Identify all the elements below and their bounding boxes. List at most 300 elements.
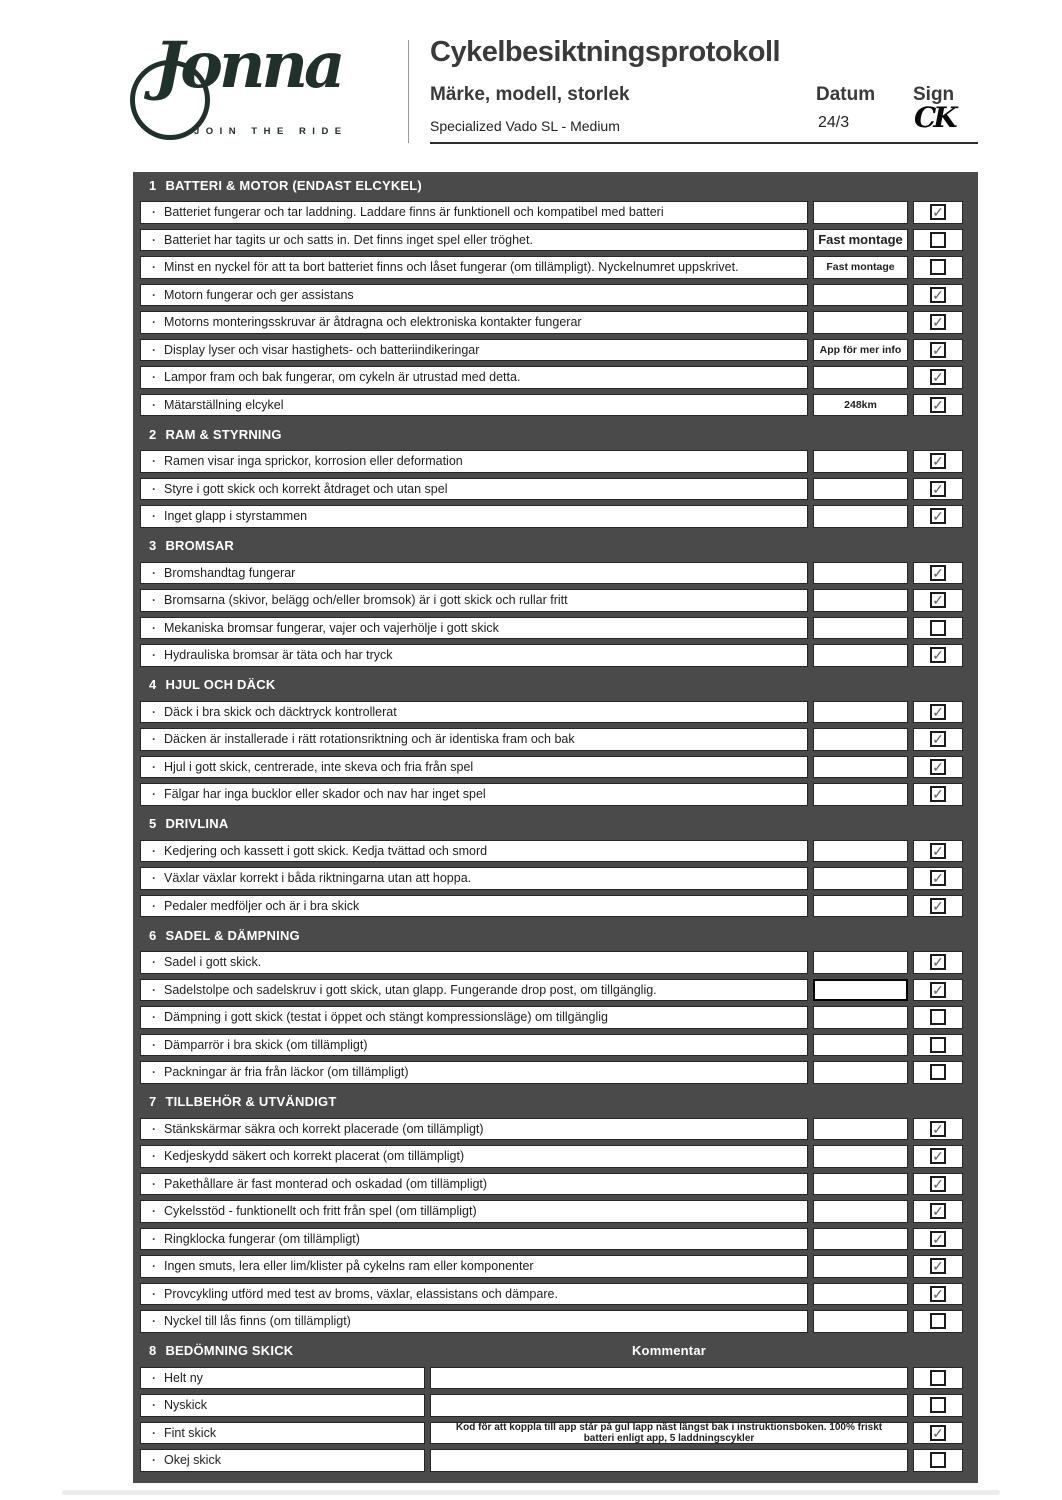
- note-cell: [813, 229, 908, 252]
- note-cell: [813, 505, 908, 528]
- checkbox-cell: [913, 394, 963, 417]
- checklist-item-text: Sadelstolpe och sadelskruv i gott skick, utan glapp. Fungerande drop post, om tillgänglig.: [164, 982, 657, 997]
- checklist-row: [140, 895, 963, 918]
- jonna-logo: [128, 28, 400, 146]
- section-number: 7: [149, 1094, 157, 1109]
- section-header: [140, 672, 963, 698]
- comment-cell: [430, 1394, 908, 1417]
- checkbox-cell: [913, 783, 963, 806]
- checklist-row: [140, 1449, 963, 1472]
- checklist-row: [140, 1061, 963, 1084]
- checklist-item-text: Lampor fram och bak fungerar, om cykeln är utrustad med detta.: [164, 370, 521, 385]
- checklist-row: [140, 1255, 963, 1278]
- checked-checkbox-icon: ✓: [930, 565, 946, 581]
- checkbox-cell: [913, 867, 963, 890]
- note-cell: [813, 701, 908, 724]
- checkbox-cell: [913, 1061, 963, 1084]
- checklist-item-text: Bromshandtag fungerar: [164, 565, 296, 580]
- note-cell: [813, 478, 908, 501]
- checked-checkbox-icon: ✓: [930, 704, 946, 720]
- checkbox-cell: [913, 1228, 963, 1251]
- bullet-icon: ·: [152, 871, 156, 886]
- checklist-item-text: Växlar växlar korrekt i båda riktningarna utan att hoppa.: [164, 871, 472, 886]
- checklist-item-cell: [140, 951, 808, 974]
- checked-checkbox-icon: ✓: [930, 731, 946, 747]
- checkbox-cell: [913, 1422, 963, 1445]
- checklist-row: [140, 366, 963, 389]
- checkbox-cell: [913, 562, 963, 585]
- checklist-item-text: Däcken är installerade i rätt rotationsriktning och är identiska fram och bak: [164, 732, 575, 747]
- checkbox-cell: [913, 1367, 963, 1390]
- bullet-icon: ·: [152, 509, 156, 524]
- section-number: 1: [149, 177, 157, 193]
- note-cell: [813, 617, 908, 640]
- note-cell: [813, 562, 908, 585]
- checklist-row: [140, 756, 963, 779]
- assessment-label-cell: [140, 1367, 425, 1390]
- bullet-icon: ·: [152, 565, 156, 580]
- note-cell: [813, 394, 908, 417]
- note-cell: [813, 895, 908, 918]
- bullet-icon: ·: [152, 287, 156, 302]
- assessment-label: Helt ny: [164, 1370, 203, 1385]
- checklist-item-cell: [140, 256, 808, 279]
- checked-checkbox-icon: ✓: [930, 397, 946, 413]
- section-title: HJUL OCH DÄCK: [165, 677, 276, 692]
- checklist-row: [140, 589, 963, 612]
- unchecked-checkbox-icon: [930, 1037, 946, 1053]
- note-cell: [813, 1118, 908, 1141]
- checklist-item-cell: [140, 1145, 808, 1168]
- checklist-item-text: Cykelsstöd - funktionellt och fritt från spel (om tillämpligt): [164, 1204, 477, 1219]
- checklist-row: [140, 229, 963, 252]
- checklist-row: [140, 505, 963, 528]
- checklist-row: [140, 1367, 963, 1390]
- checklist-item-text: Packningar är fria från läckor (om tillämpligt): [164, 1065, 409, 1080]
- bullet-icon: ·: [152, 397, 156, 412]
- bullet-icon: ·: [152, 315, 156, 330]
- note-cell: [813, 840, 908, 863]
- section-number: 3: [149, 538, 157, 553]
- checklist-item-cell: [140, 1200, 808, 1223]
- checklist-item-cell: [140, 201, 808, 224]
- checklist-row: [140, 201, 963, 224]
- note-cell: [813, 644, 908, 667]
- checked-checkbox-icon: ✓: [930, 204, 946, 220]
- checklist-row: [140, 339, 963, 362]
- assessment-label: Okej skick: [164, 1453, 221, 1468]
- checklist-row: [140, 979, 963, 1002]
- checklist-item-text: Ramen visar inga sprickor, korrosion eller deformation: [164, 454, 463, 469]
- checkbox-cell: [913, 589, 963, 612]
- checklist-item-cell: [140, 979, 808, 1002]
- checklist-item-cell: [140, 895, 808, 918]
- checkbox-cell: [913, 256, 963, 279]
- checklist-item-cell: [140, 450, 808, 473]
- bike-model-value: Specialized Vado SL - Medium: [430, 118, 620, 134]
- note-cell: [813, 284, 908, 307]
- checkbox-cell: [913, 1255, 963, 1278]
- note-cell: [813, 783, 908, 806]
- checkbox-cell: [913, 1283, 963, 1306]
- unchecked-checkbox-icon: [930, 1009, 946, 1025]
- checklist-item-cell: [140, 339, 808, 362]
- bullet-icon: ·: [152, 1286, 156, 1301]
- checklist-section: [140, 533, 963, 667]
- checkbox-cell: [913, 505, 963, 528]
- checkbox-cell: [913, 951, 963, 974]
- bullet-icon: ·: [152, 1176, 156, 1191]
- checklist-item-cell: [140, 617, 808, 640]
- checked-checkbox-icon: ✓: [930, 508, 946, 524]
- checklist-item-cell: [140, 644, 808, 667]
- checklist-item-text: Stänkskärmar säkra och korrekt placerade (om tillämpligt): [164, 1121, 484, 1136]
- note-text: Fast montage: [818, 232, 903, 248]
- checked-checkbox-icon: ✓: [930, 786, 946, 802]
- checklist-section: [140, 811, 963, 918]
- section-header: [140, 1338, 963, 1364]
- note-cell: [813, 1145, 908, 1168]
- unchecked-checkbox-icon: [930, 1452, 946, 1468]
- checklist-item-cell: [140, 756, 808, 779]
- note-cell: [813, 728, 908, 751]
- checklist-item-cell: [140, 229, 808, 252]
- comment-text: Kod för att koppla till app står på gul lapp näst längst bak i instruktionsboken. 100% friskt batteri enligt app, 5 laddningscykler: [455, 1421, 883, 1444]
- checkbox-cell: [913, 1310, 963, 1333]
- checklist-item-text: Kedjeskydd säkert och korrekt placerat (om tillämpligt): [164, 1149, 465, 1164]
- bullet-icon: ·: [152, 787, 156, 802]
- checklist-row: [140, 728, 963, 751]
- section-number: 2: [149, 426, 157, 442]
- checklist-item-cell: [140, 1034, 808, 1057]
- section-title: BATTERI & MOTOR (ENDAST ELCYKEL): [165, 177, 422, 193]
- bullet-icon: ·: [152, 593, 156, 608]
- checklist-row: [140, 617, 963, 640]
- checklist-item-cell: [140, 728, 808, 751]
- logo-tagline: JOIN THE RIDE: [194, 126, 348, 137]
- bullet-icon: ·: [152, 232, 156, 247]
- section-title: BEDÖMNING SKICK: [165, 1343, 294, 1358]
- section-number: 6: [149, 927, 157, 943]
- section-header: [140, 172, 963, 198]
- checked-checkbox-icon: ✓: [930, 759, 946, 775]
- header-divider-line: [430, 142, 978, 144]
- checklist-row: [140, 256, 963, 279]
- checklist-item-cell: [140, 701, 808, 724]
- checklist-item-cell: [140, 840, 808, 863]
- logo-wordmark: Jonna: [154, 28, 342, 103]
- bullet-icon: ·: [152, 982, 156, 997]
- checklist-item-text: Kedjering och kassett i gott skick. Kedja tvättad och smord: [164, 843, 488, 858]
- checkbox-cell: [913, 201, 963, 224]
- checklist-item-text: Nyckel till lås finns (om tillämpligt): [164, 1314, 351, 1329]
- note-cell: [813, 1034, 908, 1057]
- bullet-icon: ·: [152, 704, 156, 719]
- section-header: [140, 922, 963, 948]
- checked-checkbox-icon: ✓: [930, 314, 946, 330]
- checklist-item-text: Pakethållare är fast monterad och oskadad (om tillämpligt): [164, 1176, 488, 1191]
- bike-model-label: Märke, modell, storlek: [430, 84, 630, 105]
- checklist-item-text: Pedaler medföljer och är i bra skick: [164, 898, 360, 913]
- checklist-item-cell: [140, 311, 808, 334]
- checklist-item-cell: [140, 1228, 808, 1251]
- bullet-icon: ·: [152, 843, 156, 858]
- checkbox-cell: [913, 701, 963, 724]
- checklist-row: [140, 1006, 963, 1029]
- bullet-icon: ·: [152, 620, 156, 635]
- checkbox-cell: [913, 1173, 963, 1196]
- checklist-item-text: Mekaniska bromsar fungerar, vajer och vajerhölje i gott skick: [164, 620, 499, 635]
- checked-checkbox-icon: ✓: [930, 592, 946, 608]
- bullet-icon: ·: [152, 1121, 156, 1136]
- checklist-item-text: Display lyser och visar hastighets- och batteriindikeringar: [164, 342, 480, 357]
- unchecked-checkbox-icon: [930, 1370, 946, 1386]
- checklist-section: [140, 421, 963, 528]
- checked-checkbox-icon: ✓: [930, 954, 946, 970]
- bullet-icon: ·: [152, 1231, 156, 1246]
- unchecked-checkbox-icon: [930, 1064, 946, 1080]
- checklist-item-cell: [140, 589, 808, 612]
- bullet-icon: ·: [152, 1453, 156, 1468]
- checklist-item-text: Fälgar har inga bucklor eller skador och nav har inget spel: [164, 787, 486, 802]
- note-cell: [813, 951, 908, 974]
- checked-checkbox-icon: ✓: [930, 287, 946, 303]
- bullet-icon: ·: [152, 1204, 156, 1219]
- checklist-item-cell: [140, 783, 808, 806]
- checklist-item-text: Motorn fungerar och ger assistans: [164, 287, 354, 302]
- checklist-item-text: Hydrauliska bromsar är täta och har tryck: [164, 648, 393, 663]
- checklist-item-text: Batteriet fungerar och tar laddning. Laddare finns är funktionell och kompatibel med batteri: [164, 205, 664, 220]
- checklist-item-cell: [140, 562, 808, 585]
- unchecked-checkbox-icon: [930, 1313, 946, 1329]
- checklist-item-cell: [140, 1173, 808, 1196]
- checkbox-cell: [913, 284, 963, 307]
- checkbox-cell: [913, 1394, 963, 1417]
- checklist-item-text: Batteriet har tagits ur och satts in. Det finns inget spel eller tröghet.: [164, 232, 533, 247]
- checked-checkbox-icon: ✓: [930, 647, 946, 663]
- checked-checkbox-icon: ✓: [930, 1148, 946, 1164]
- unchecked-checkbox-icon: [930, 620, 946, 636]
- checklist-item-text: Provcykling utförd med test av broms, växlar, elassistans och dämpare.: [164, 1286, 558, 1301]
- assessment-label-cell: [140, 1394, 425, 1417]
- note-cell: [813, 1228, 908, 1251]
- note-cell: [813, 201, 908, 224]
- page-title: Cykelbesiktningsprotokoll: [430, 36, 781, 68]
- bullet-icon: ·: [152, 1425, 156, 1440]
- bullet-icon: ·: [152, 454, 156, 469]
- checklist-row: [140, 311, 963, 334]
- assessment-label: Fint skick: [164, 1425, 217, 1440]
- checkbox-cell: [913, 1118, 963, 1141]
- bullet-icon: ·: [152, 1370, 156, 1385]
- checklist-row: [140, 1034, 963, 1057]
- checklist-item-text: Mätarställning elcykel: [164, 397, 284, 412]
- checklist-row: [140, 394, 963, 417]
- bullet-icon: ·: [152, 955, 156, 970]
- note-cell: [813, 1283, 908, 1306]
- bullet-icon: ·: [152, 481, 156, 496]
- note-cell: [813, 756, 908, 779]
- checklist-item-cell: [140, 394, 808, 417]
- checkbox-cell: [913, 1449, 963, 1472]
- bullet-icon: ·: [152, 732, 156, 747]
- checkbox-cell: [913, 229, 963, 252]
- assessment-label: Nyskick: [164, 1398, 208, 1413]
- bullet-icon: ·: [152, 260, 156, 275]
- unchecked-checkbox-icon: [930, 232, 946, 248]
- bullet-icon: ·: [152, 1398, 156, 1413]
- comment-column-header: Kommentar: [631, 1343, 707, 1358]
- checkbox-cell: [913, 450, 963, 473]
- checklist-table: [133, 172, 978, 1483]
- comment-cell: [430, 1449, 908, 1472]
- signature: CK: [914, 101, 955, 134]
- section-header: [140, 533, 963, 559]
- checklist-item-cell: [140, 284, 808, 307]
- checkbox-cell: [913, 478, 963, 501]
- bullet-icon: ·: [152, 1259, 156, 1274]
- checklist-item-cell: [140, 366, 808, 389]
- header-vertical-divider: [408, 40, 409, 143]
- scan-artifact-line: [62, 1490, 1000, 1495]
- note-cell: [813, 1061, 908, 1084]
- note-cell: [813, 450, 908, 473]
- checkbox-cell: [913, 644, 963, 667]
- checklist-row: [140, 450, 963, 473]
- bullet-icon: ·: [152, 1149, 156, 1164]
- bullet-icon: ·: [152, 898, 156, 913]
- bullet-icon: ·: [152, 648, 156, 663]
- checklist-item-cell: [140, 1006, 808, 1029]
- checkbox-cell: [913, 339, 963, 362]
- checklist-item-text: Sadel i gott skick.: [164, 955, 262, 970]
- note-cell: [813, 1255, 908, 1278]
- checklist-section: [140, 172, 963, 416]
- bullet-icon: ·: [152, 342, 156, 357]
- checklist-row: [140, 1200, 963, 1223]
- date-label: Datum: [816, 84, 876, 105]
- checked-checkbox-icon: ✓: [930, 1286, 946, 1302]
- checklist-row: [140, 478, 963, 501]
- checklist-row: [140, 1118, 963, 1141]
- bullet-icon: ·: [152, 1037, 156, 1052]
- checklist-item-cell: [140, 478, 808, 501]
- checkbox-cell: [913, 895, 963, 918]
- checkbox-cell: [913, 1006, 963, 1029]
- unchecked-checkbox-icon: [930, 1397, 946, 1413]
- checkbox-cell: [913, 756, 963, 779]
- section-number: 5: [149, 816, 157, 831]
- checklist-row: [140, 284, 963, 307]
- section-title: TILLBEHÖR & UTVÄNDIGT: [165, 1094, 337, 1109]
- checked-checkbox-icon: ✓: [930, 369, 946, 385]
- section-header: [140, 421, 963, 447]
- checklist-item-cell: [140, 1310, 808, 1333]
- unchecked-checkbox-icon: [930, 259, 946, 275]
- checkbox-cell: [913, 311, 963, 334]
- checklist-section: [140, 1338, 963, 1472]
- note-text: Fast montage: [826, 261, 895, 274]
- checklist-row: [140, 783, 963, 806]
- checked-checkbox-icon: ✓: [930, 1258, 946, 1274]
- checklist-row: [140, 1310, 963, 1333]
- checked-checkbox-icon: ✓: [930, 982, 946, 998]
- checklist-section: [140, 672, 963, 806]
- note-cell: [813, 311, 908, 334]
- note-cell: [813, 256, 908, 279]
- checklist-item-text: Inget glapp i styrstammen: [164, 509, 308, 524]
- checklist-item-cell: [140, 1061, 808, 1084]
- checkbox-cell: [913, 366, 963, 389]
- checkbox-cell: [913, 1034, 963, 1057]
- checklist-item-cell: [140, 505, 808, 528]
- checklist-row: [140, 644, 963, 667]
- bullet-icon: ·: [152, 759, 156, 774]
- checklist-item-cell: [140, 1283, 808, 1306]
- checklist-row: [140, 1422, 963, 1445]
- checklist-row: [140, 951, 963, 974]
- note-text: 248km: [844, 398, 877, 411]
- checklist-row: [140, 840, 963, 863]
- checklist-row: [140, 1173, 963, 1196]
- note-cell: [813, 366, 908, 389]
- checklist-item-text: Däck i bra skick och däcktryck kontrollerat: [164, 704, 397, 719]
- section-title: DRIVLINA: [165, 816, 229, 831]
- section-header: [140, 811, 963, 837]
- checked-checkbox-icon: ✓: [930, 453, 946, 469]
- bullet-icon: ·: [152, 1010, 156, 1025]
- bullet-icon: ·: [152, 1314, 156, 1329]
- assessment-label-cell: [140, 1422, 425, 1445]
- checklist-item-text: Styre i gott skick och korrekt åtdraget och utan spel: [164, 481, 448, 496]
- section-title: BROMSAR: [165, 538, 235, 553]
- checkbox-cell: [913, 617, 963, 640]
- checked-checkbox-icon: ✓: [930, 843, 946, 859]
- checklist-row: [140, 562, 963, 585]
- checkbox-cell: [913, 979, 963, 1002]
- checklist-section: [140, 1089, 963, 1333]
- checked-checkbox-icon: ✓: [930, 870, 946, 886]
- checklist-item-text: Minst en nyckel för att ta bort batteriet finns och låset fungerar (om tillämpligt). Nyckelnumret uppskrivet.: [164, 260, 739, 275]
- checklist-row: [140, 1283, 963, 1306]
- checked-checkbox-icon: ✓: [930, 1231, 946, 1247]
- note-cell: [813, 589, 908, 612]
- section-number: 8: [149, 1343, 157, 1358]
- checked-checkbox-icon: ✓: [930, 1203, 946, 1219]
- checkbox-cell: [913, 1200, 963, 1223]
- bullet-icon: ·: [152, 205, 156, 220]
- section-header: [140, 1089, 963, 1115]
- checklist-item-cell: [140, 867, 808, 890]
- date-value: 24/3: [818, 114, 850, 131]
- checklist-item-text: Bromsarna (skivor, belägg och/eller bromsok) är i gott skick och rullar fritt: [164, 593, 568, 608]
- checklist-item-text: Dämpning i gott skick (testat i öppet och stängt kompressionsläge) om tillgänglig: [164, 1010, 608, 1025]
- checkbox-cell: [913, 728, 963, 751]
- checklist-section: [140, 922, 963, 1084]
- checklist-row: [140, 701, 963, 724]
- checked-checkbox-icon: ✓: [930, 481, 946, 497]
- bullet-icon: ·: [152, 1065, 156, 1080]
- checkbox-cell: [913, 1145, 963, 1168]
- checklist-item-cell: [140, 1118, 808, 1141]
- checklist-item-text: Motorns monteringsskruvar är åtdragna och elektroniska kontakter fungerar: [164, 315, 582, 330]
- note-text: App för mer info: [819, 343, 902, 356]
- note-cell: [813, 979, 908, 1002]
- checked-checkbox-icon: ✓: [930, 898, 946, 914]
- comment-cell: [430, 1422, 908, 1445]
- checklist-row: [140, 1394, 963, 1417]
- note-cell: [813, 867, 908, 890]
